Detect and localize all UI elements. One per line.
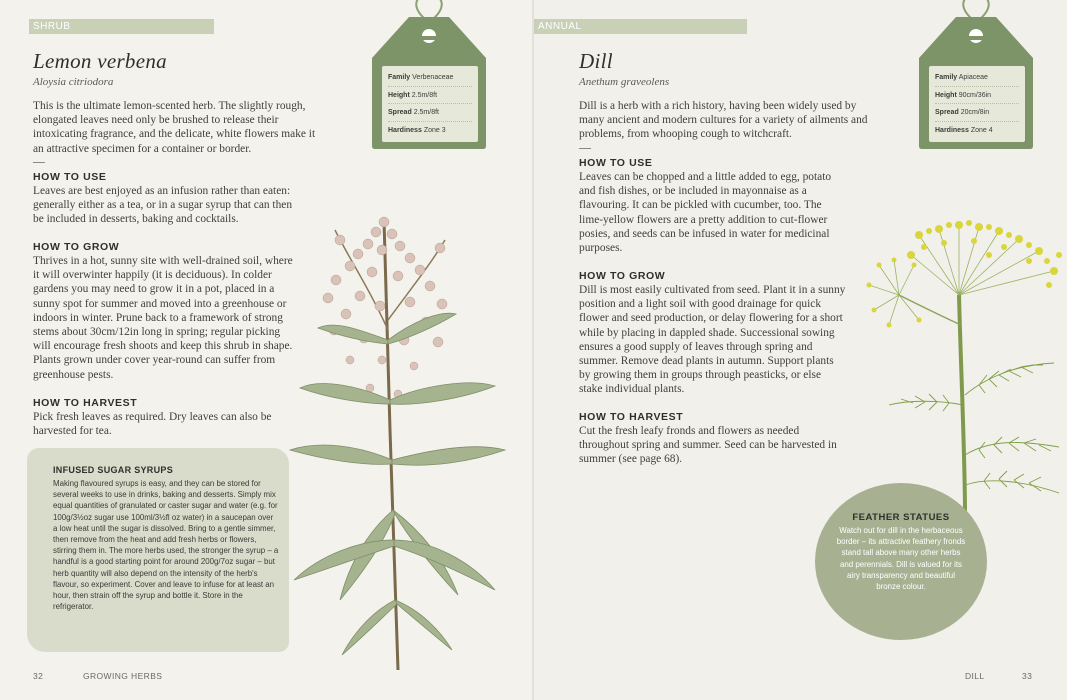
plant-info-tag — [918, 0, 1034, 150]
how-to-harvest-text: Pick fresh leaves as required. Dry leaves can also be harvested for tea. — [33, 411, 272, 438]
page-number-left: 32 — [33, 671, 44, 681]
tag-hardiness: Hardiness Zone 3 — [388, 126, 446, 134]
feather-statues-callout — [815, 483, 987, 640]
latin-name: Anethum graveolens — [579, 76, 670, 88]
category-bar: SHRUB — [29, 19, 214, 34]
infused-syrups-sidebar — [27, 448, 289, 652]
tag-card — [382, 66, 478, 142]
plant-info-tag — [371, 0, 487, 150]
how-to-use-heading: HOW TO USE — [579, 157, 653, 169]
tag-height: Height 90cm/36in — [935, 87, 1019, 105]
running-footer-right: DILL — [965, 671, 985, 681]
how-to-grow-text: Thrives in a hot, sunny site with well-drained soil, where it will overwinter happily (it is deciduous). In colder gardens you may need to grow it in a pot, placed in a sunny spot for summer and moved into a greenhouse or indoors in winter. Prune back to a framework of strong stems about 30cm/12in long in spring; regular picking will encourage fresh shoots and keep this shrub in shape. Plants grown under cover year-round can suffer from greenhouse pests. — [33, 255, 293, 381]
section-divider: — — [33, 154, 45, 168]
page-title: Lemon verbena — [33, 49, 167, 73]
callout-title: FEATHER STATUES — [852, 512, 950, 523]
how-to-grow-heading: HOW TO GROW — [579, 270, 666, 282]
tag-spread: Spread 2.5m/8ft — [388, 104, 472, 122]
page-title: Dill — [579, 49, 613, 73]
how-to-harvest-heading: HOW TO HARVEST — [579, 411, 684, 423]
lemon-verbena-illustration — [280, 210, 520, 670]
page-number-right: 33 — [1022, 671, 1033, 681]
how-to-use-text: Leaves can be chopped and a little added to egg, potato and fish dishes, or be included in mayonnaise as a flavouring. It can be pickled with cucumber, too. The lime-yellow flowers are a pretty addition to cut-flower posies, and seeds can be infused in water for medicinal purposes. — [579, 171, 832, 255]
tag-hardiness: Hardiness Zone 4 — [935, 126, 993, 134]
how-to-harvest-text: Cut the fresh leafy fronds and flowers as needed throughout spring and summer. Seed can be harvested in summer (see page 68). — [579, 425, 837, 466]
tag-family: Family Verbenaceae — [388, 69, 472, 87]
sidebar-text: Making flavoured syrups is easy, and they can be stored for several weeks to use in drinks, baking and desserts. Simply mix equal quantities of granulated or caster sugar and water (e.g. for 100g/3½oz sugar use 100ml/3½fl oz water) in a saucepan over a low heat until the sugar is dissolved. Bring to a gentle simmer, then remove from the heat and add fresh herbs or flowers, stirring them in. The more herbs used, the stronger the syrup – a handful is a good starting point for around 200g/7oz sugar – but herb quantity will also depend on the intensity of the herb's flavour, so experiment. Cover and leave to infuse for at least an hour, then strain off the syrup and bottle it. Store in the refrigerator. — [53, 479, 279, 612]
tag-spread: Spread 20cm/8in — [935, 104, 1019, 122]
latin-name: Aloysia citriodora — [33, 76, 114, 88]
sidebar-title: INFUSED SUGAR SYRUPS — [53, 465, 174, 475]
intro-paragraph: This is the ultimate lemon-scented herb. The slightly rough, elongated leaves need only be brushed to release their intoxicating fragrance, and the delicate, white flowers make it an attractive specimen for a container or border. — [33, 100, 316, 155]
tag-card — [929, 66, 1025, 142]
how-to-use-text: Leaves are best enjoyed as an infusion rather than eaten: generally either as a tea, or in a sugar syrup that can then be included in desserts, baking and cocktails. — [33, 185, 293, 226]
tag-family: Family Apiaceae — [935, 69, 1019, 87]
callout-text: Watch out for dill in the herbaceous border – its attractive feathery fronds stand tall above many other herbs and perennials. Dill is valued for its airy transparency and beautiful bronze colour. — [836, 526, 966, 592]
intro-text — [33, 99, 323, 156]
dill-illustration — [849, 215, 1067, 515]
how-to-grow-heading: HOW TO GROW — [33, 241, 120, 253]
running-footer-left: GROWING HERBS — [83, 671, 163, 681]
tag-height: Height 2.5m/8ft — [388, 87, 472, 105]
category-bar: ANNUAL — [534, 19, 747, 34]
section-divider: — — [579, 140, 591, 154]
left-page — [0, 0, 533, 700]
how-to-grow-text: Dill is most easily cultivated from seed. Plant it in a sunny position and a light soil with good drainage for quick flower and seed production, or delay flowering for a short while by placing in dappled shade. Successional sowing ensures a good supply of leaves through spring and summer. Remove dead plants in autumn. Support plants by growing them in groups through peasticks, or else stake individual plants. — [579, 284, 846, 396]
how-to-use-heading: HOW TO USE — [33, 171, 107, 183]
intro-text: Dill is a herb with a rich history, having been widely used by many ancient and modern cultures for a variety of ailments and problems, from whooping cough to witchcraft. — [579, 100, 868, 141]
right-page — [534, 0, 1067, 700]
how-to-harvest-heading: HOW TO HARVEST — [33, 397, 138, 409]
